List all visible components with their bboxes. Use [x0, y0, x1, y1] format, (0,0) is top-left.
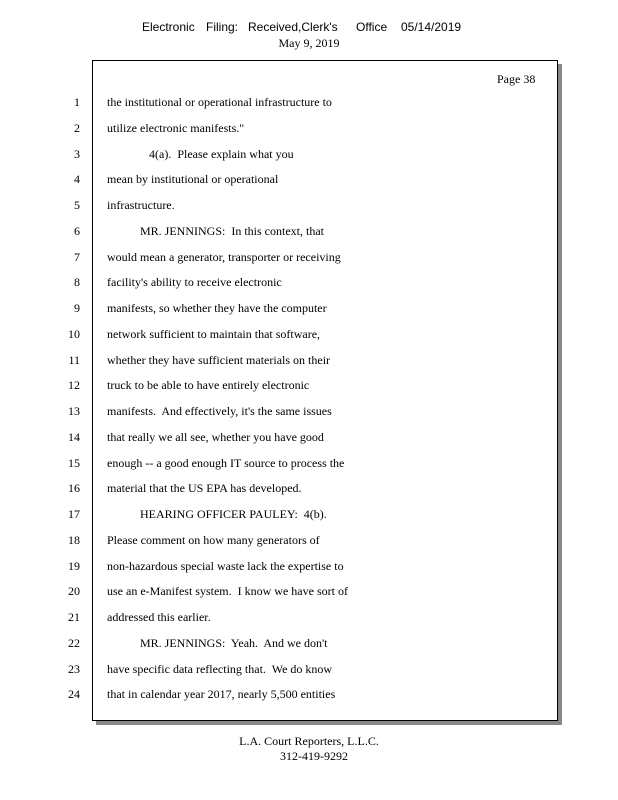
line-text: material that the US EPA has developed. [107, 481, 302, 496]
line-number: 23 [68, 661, 80, 676]
line-text: addressed this earlier. [107, 610, 211, 624]
line-text: MR. JENNINGS: Yeah. And we don't [107, 635, 328, 650]
line-text: HEARING OFFICER PAULEY: 4(b). [107, 507, 327, 521]
line-text: the institutional or operational infrastructure to [107, 95, 332, 109]
line-number: 18 [68, 532, 80, 547]
line-number: 1 [74, 95, 80, 109]
filing-stamp [0, 20, 618, 36]
line-number: 3 [74, 146, 80, 161]
line-text: manifests, so whether they have the computer [107, 301, 327, 315]
line-number: 13 [68, 404, 80, 418]
line-number: 11 [68, 352, 80, 367]
line-text: MR. JENNINGS: In this context, that [107, 223, 324, 238]
line-text: utilize electronic manifests." [107, 120, 245, 135]
line-number: 24 [68, 687, 80, 702]
line-text: that in calendar year 2017, nearly 5,500 entities [107, 687, 336, 702]
line-text: Please comment on how many generators of [107, 532, 320, 547]
line-number: 7 [74, 249, 80, 264]
transcript-date: May 9, 2019 [278, 36, 340, 50]
filing-word: Office [356, 20, 388, 34]
line-number: 15 [68, 455, 80, 470]
line-number: 4 [74, 172, 80, 187]
line-text: infrastructure. [107, 198, 175, 212]
line-number: 21 [68, 610, 80, 624]
line-text: use an e-Manifest system. I know we have sort of [107, 584, 348, 599]
line-text: truck to be able to have entirely electronic [107, 378, 310, 393]
line-text: manifests. And effectively, it's the same issues [107, 404, 332, 418]
filing-word: Received,Clerk's [248, 20, 338, 34]
line-number: 6 [74, 223, 80, 238]
line-text: facility's ability to receive electronic [107, 275, 282, 290]
line-number: 22 [68, 635, 80, 650]
line-number: 5 [74, 198, 80, 212]
line-text: network sufficient to maintain that software, [107, 326, 321, 341]
page-number: Page 38 [497, 72, 536, 86]
court-reporter-name: L.A. Court Reporters, L.L.C. [239, 734, 379, 748]
line-text: 4(a). Please explain what you [107, 146, 294, 161]
filing-word: 05/14/2019 [401, 20, 462, 34]
line-text: whether they have sufficient materials on their [107, 352, 331, 367]
court-reporter-phone: 312-419-9292 [280, 749, 348, 763]
line-number: 17 [68, 507, 80, 521]
line-text: enough -- a good enough IT source to process the [107, 455, 345, 470]
filing-word: Electronic [142, 20, 195, 34]
line-number: 2 [74, 120, 80, 135]
line-text: have specific data reflecting that. We do know [107, 661, 333, 676]
line-number: 16 [68, 481, 80, 496]
line-number: 19 [68, 558, 80, 573]
line-number: 8 [74, 275, 80, 290]
line-text: would mean a generator, transporter or receiving [107, 249, 341, 264]
line-number: 20 [68, 584, 80, 599]
line-number: 14 [68, 429, 80, 444]
line-text: non-hazardous special waste lack the expertise to [107, 558, 344, 573]
line-text: that really we all see, whether you have good [107, 429, 324, 444]
line-number: 10 [68, 326, 80, 341]
line-text: mean by institutional or operational [107, 172, 279, 187]
line-number: 12 [68, 378, 80, 393]
line-number: 9 [74, 301, 80, 315]
filing-word: Filing: [206, 20, 239, 34]
